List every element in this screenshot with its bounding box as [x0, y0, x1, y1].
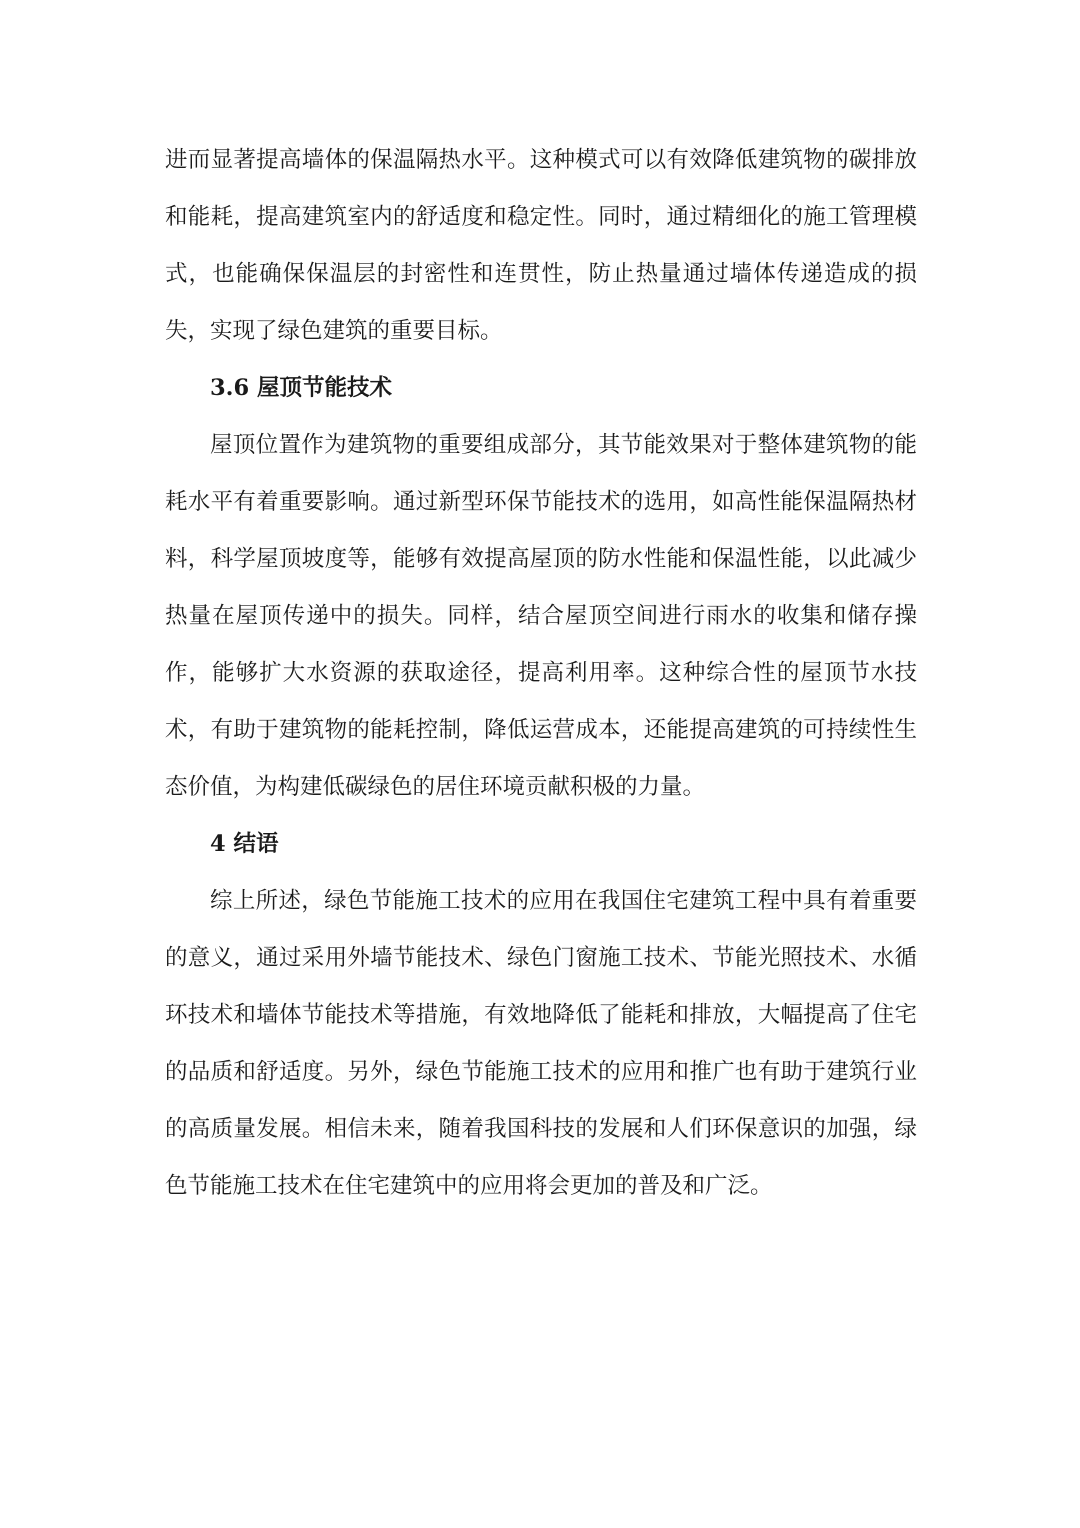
continued-paragraph: 进而显著提高墙体的保温隔热水平。这种模式可以有效降低建筑物的碳排放和能耗，提高建筑室内的舒适度和稳定性。同时，通过精细化的施工管理模式，也能确保保温层的封密性和连贯性，防止热量通过墙体传递造成的损失，实现了绿色建筑的重要目标。 — [165, 147, 917, 344]
section-heading-4: 4 结语 — [210, 831, 279, 857]
section-4-paragraph: 综上所述，绿色节能施工技术的应用在我国住宅建筑工程中具有着重要的意义，通过采用外墙节能技术、绿色门窗施工技术、节能光照技术、水循环技术和墙体节能技术等措施，有效地降低了能耗和排放，大幅提高了住宅的品质和舒适度。另外，绿色节能施工技术的应用和推广也有助于建筑行业的高质量发展。相信未来，随着我国科技的发展和人们环保意识的加强，绿色节能施工技术在住宅建筑中的应用将会更加的普及和广泛。 — [165, 888, 917, 1199]
document-body — [165, 132, 917, 1215]
section-3-6-paragraph: 屋顶位置作为建筑物的重要组成部分，其节能效果对于整体建筑物的能耗水平有着重要影响。通过新型环保节能技术的选用，如高性能保温隔热材料，科学屋顶坡度等，能够有效提高屋顶的防水性能和保温性能，以此减少热量在屋顶传递中的损失。同样，结合屋顶空间进行雨水的收集和储存操作，能够扩大水资源的获取途径，提高利用率。这种综合性的屋顶节水技术，有助于建筑物的能耗控制，降低运营成本，还能提高建筑的可持续性生态价值，为构建低碳绿色的居住环境贡献积极的力量。 — [165, 432, 917, 800]
section-heading-3-6: 3.6 屋顶节能技术 — [210, 375, 392, 401]
